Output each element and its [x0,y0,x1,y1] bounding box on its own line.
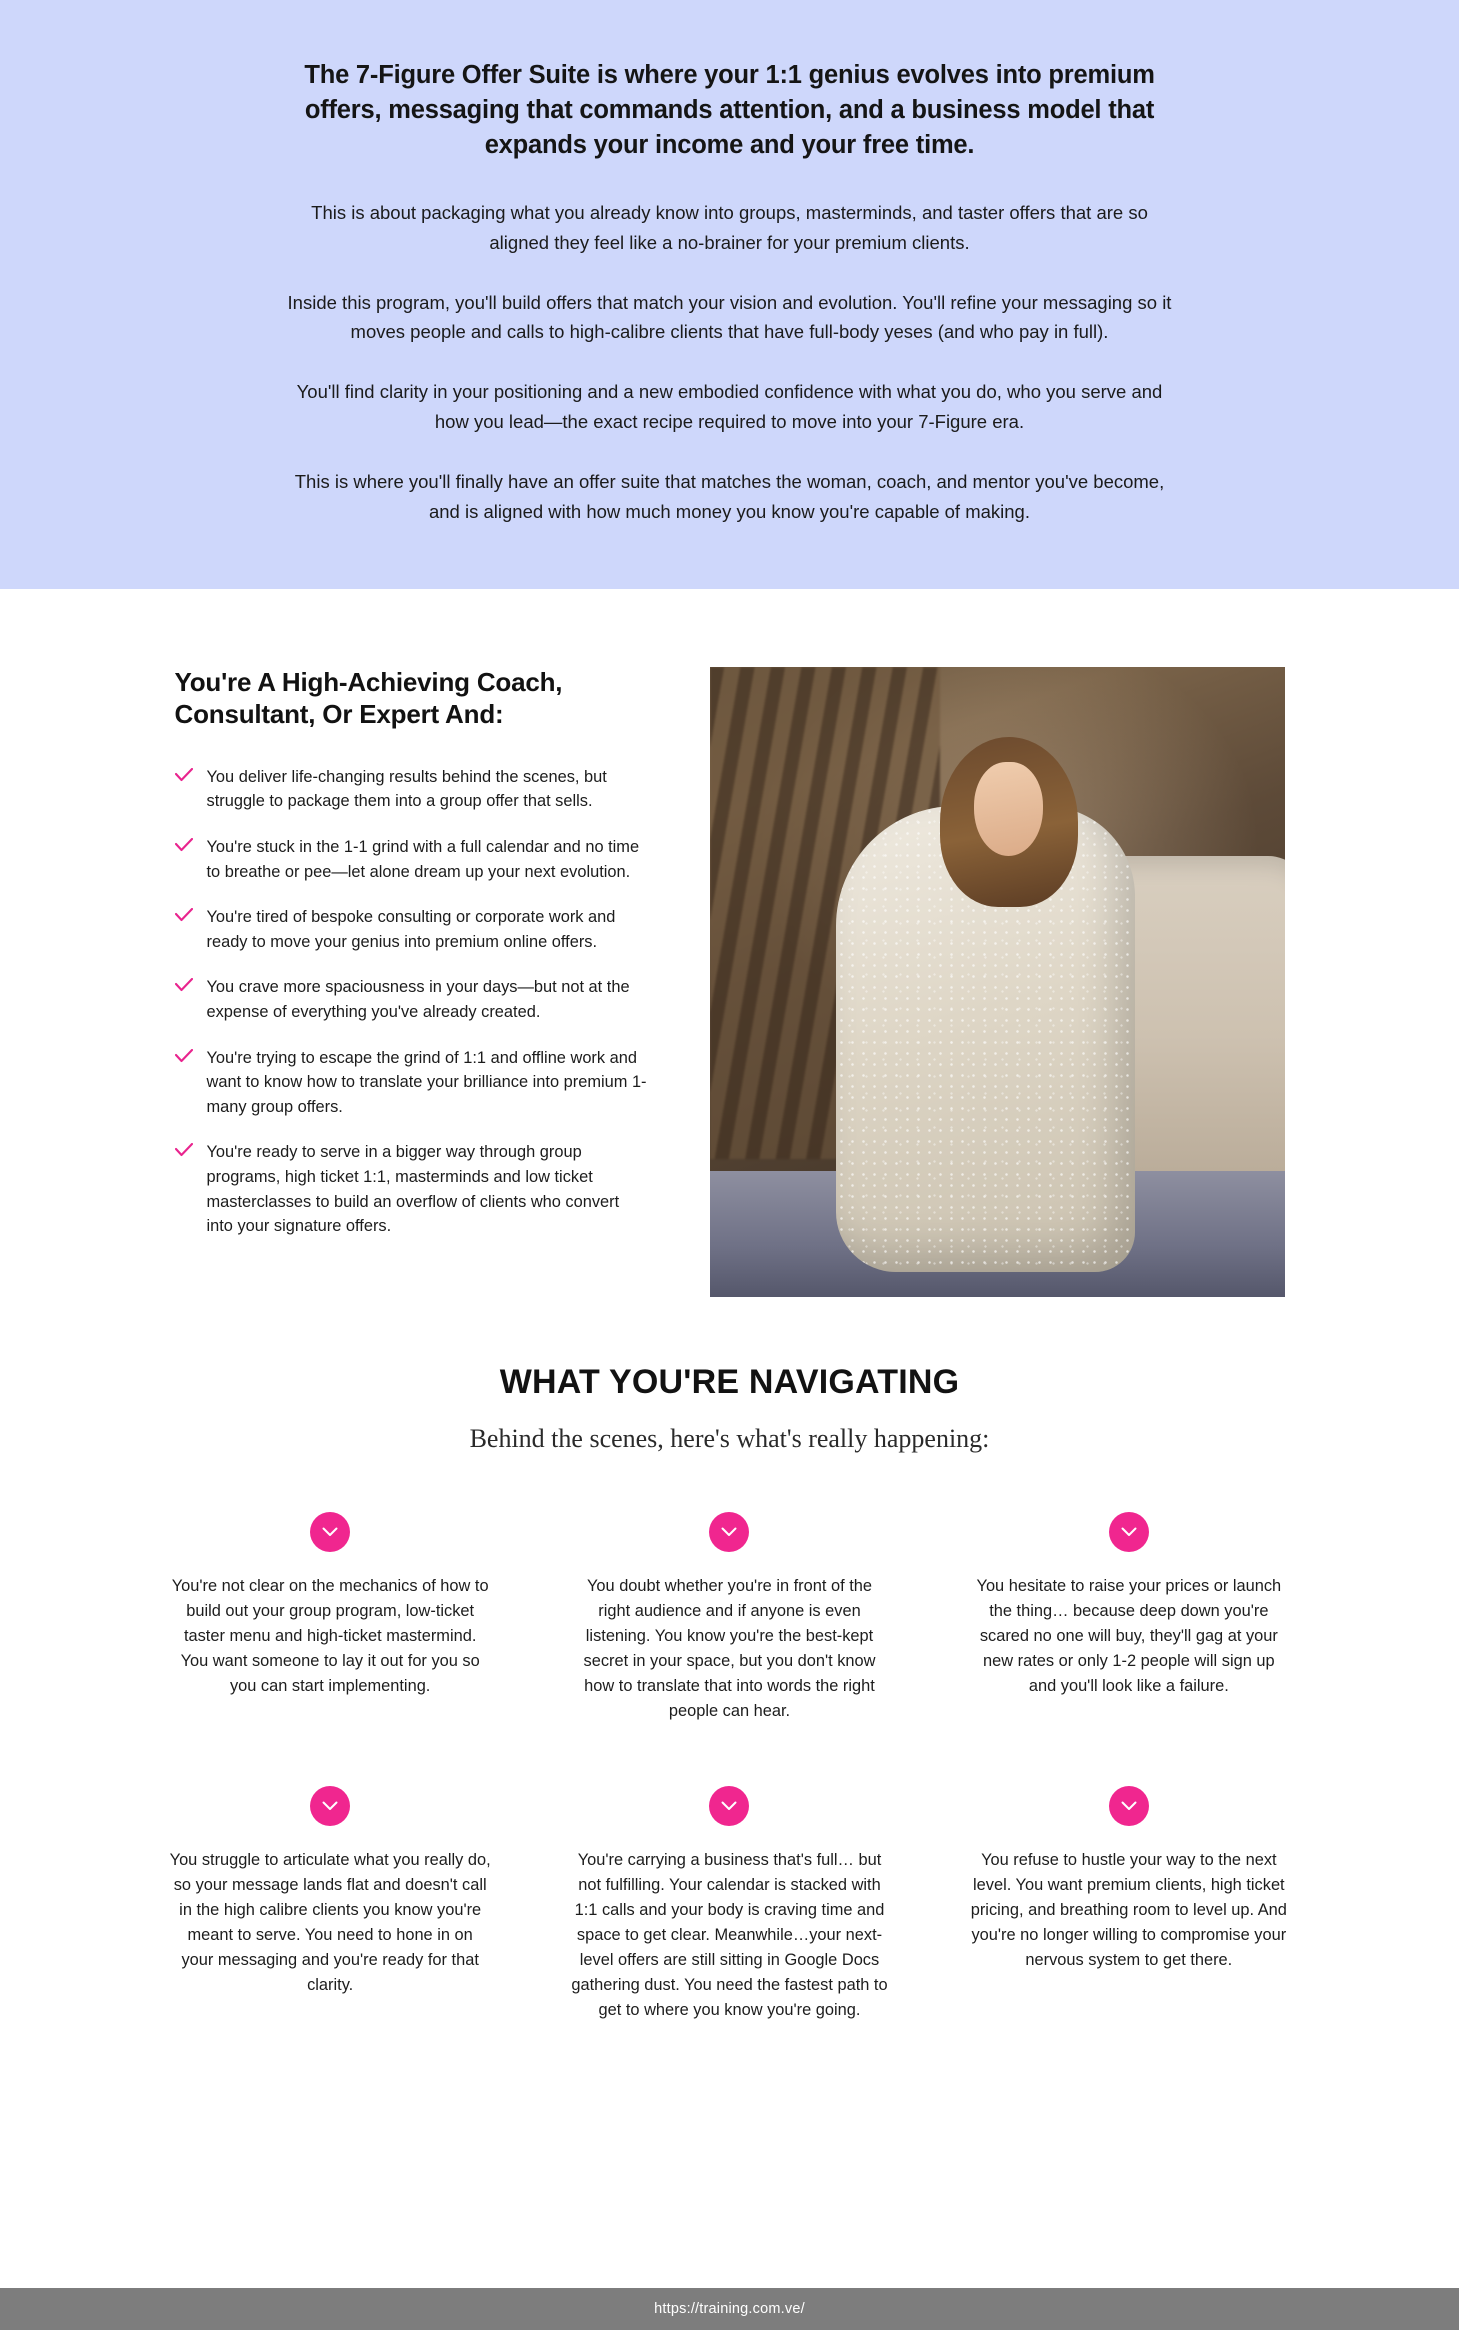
navigating-card [170,1512,491,1740]
navigating-card [968,1512,1289,1740]
chevron-down-icon[interactable] [709,1512,749,1552]
navigating-card-text: You're not clear on the mechanics of how to build out your group program, low-ticket taster menu and high-ticket mastermind. You want someone to lay it out for you so you can start implementing. [171,1577,489,1696]
navigating-card-text: You struggle to articulate what you really do, so your message lands flat and doesn't call in the high calibre clients you know you're meant to serve. You need to hone in on your messaging and you're ready for that clarity. [169,1851,491,1995]
list-item [175,1140,650,1238]
check-icon [175,838,193,852]
check-icon [175,908,193,922]
list-item-text: You're trying to escape the grind of 1:1 and offline work and want to know how to translate your brilliance into premium 1-many group offers. [206,1048,647,1116]
footer-url-text[interactable]: https://training.com.ve/ [654,2301,805,2317]
navigating-card-text: You're carrying a business that's full… but not fulfilling. Your calendar is stacked with 1:1 calls and your body is craving time and space to get clear. Meanwhile…your next-level offers are still sitting in Google Docs gathering dust. You need the fastest path to get to where you know you're going. [571,1851,888,2019]
list-item [175,975,650,1024]
list-item [175,835,650,884]
list-item-text: You're ready to serve in a bigger way through group programs, high ticket 1:1, masterminds and low ticket masterclasses to build an overflow of clients who convert into your signature offers. [206,1143,620,1236]
qualifier-text-column [175,667,650,1260]
list-item [175,1046,650,1120]
list-item-text: You deliver life-changing results behind the scenes, but struggle to package them into a group offer that sells. [206,767,607,811]
navigating-card [569,1512,890,1740]
chevron-down-icon[interactable] [310,1786,350,1826]
photo-subject-face [974,762,1043,857]
navigating-card [170,1786,491,2039]
check-icon [175,1143,193,1157]
qualifier-section [0,589,1459,1297]
list-item-text: You crave more spaciousness in your days—but not at the expense of everything you've already created. [206,978,630,1022]
navigating-card-text: You doubt whether you're in front of the right audience and if anyone is even listening. You know you're the best-kept secret in your space, but you don't know how to translate that into words the right people can hear. [583,1577,876,1720]
intro-paragraph-1: This is about packaging what you already know into groups, masterminds, and taster offers that are so aligned they feel like a no-brainer for your premium clients. [311,201,1148,253]
intro-paragraph-2: Inside this program, you'll build offers that match your vision and evolution. You'll refine your messaging so it moves people and calls to high-calibre clients that have full-body yeses (and who pay in full). [287,291,1172,343]
navigating-card-text: You refuse to hustle your way to the next level. You want premium clients, high ticket pricing, and breathing room to level up. And you're no longer willing to compromise your nervous system to get there. [970,1851,1287,1970]
check-icon [175,978,193,992]
navigating-title: WHAT YOU'RE NAVIGATING [499,1363,960,1402]
chevron-down-icon[interactable] [1109,1512,1149,1552]
navigating-card [968,1786,1289,2039]
list-item-text: You're tired of bespoke consulting or corporate work and ready to move your genius into premium online offers. [206,908,616,951]
check-icon [175,1049,193,1063]
intro-paragraph-4: This is where you'll finally have an offer suite that matches the woman, coach, and mentor you've become, and is aligned with how much money you know you're capable of making. [294,471,1165,523]
qualifier-image-column [710,667,1285,1297]
list-item-text: You're stuck in the 1-1 grind with a full calendar and no time to breathe or pee—let alone dream up your next evolution. [206,837,640,881]
chevron-down-icon[interactable] [310,1512,350,1552]
navigating-card-text: You hesitate to raise your prices or launch the thing… because deep down you're scared no one will buy, they'll gag at your new rates or only 1-2 people will sign up and you'll look like a failure. [976,1577,1282,1696]
check-icon [175,768,193,782]
chevron-down-icon[interactable] [1109,1786,1149,1826]
footer-url-bar [0,2288,1459,2330]
intro-section [0,0,1459,589]
intro-paragraph-3: You'll find clarity in your positioning and a new embodied confidence with what you do, who you serve and how you lead—the exact recipe required to move into your 7-Figure era. [296,381,1163,433]
list-item [175,905,650,954]
intro-heading: The 7-Figure Offer Suite is where your 1:1 genius evolves into premium offers, messaging that commands attention, and a business model that expands your income and your free time. [304,61,1155,160]
navigating-card [569,1786,890,2039]
qualifier-bullet-list [175,765,650,1239]
list-item [175,765,650,814]
navigating-section [80,1297,1380,2099]
portrait-photo [710,667,1285,1297]
qualifier-title: You're A High-Achieving Coach, Consultant, Or Expert And: [174,667,563,730]
chevron-down-icon[interactable] [709,1786,749,1826]
navigating-cards-grid [170,1512,1290,2039]
navigating-subtitle: Behind the scenes, here's what's really happening: [469,1424,990,1454]
